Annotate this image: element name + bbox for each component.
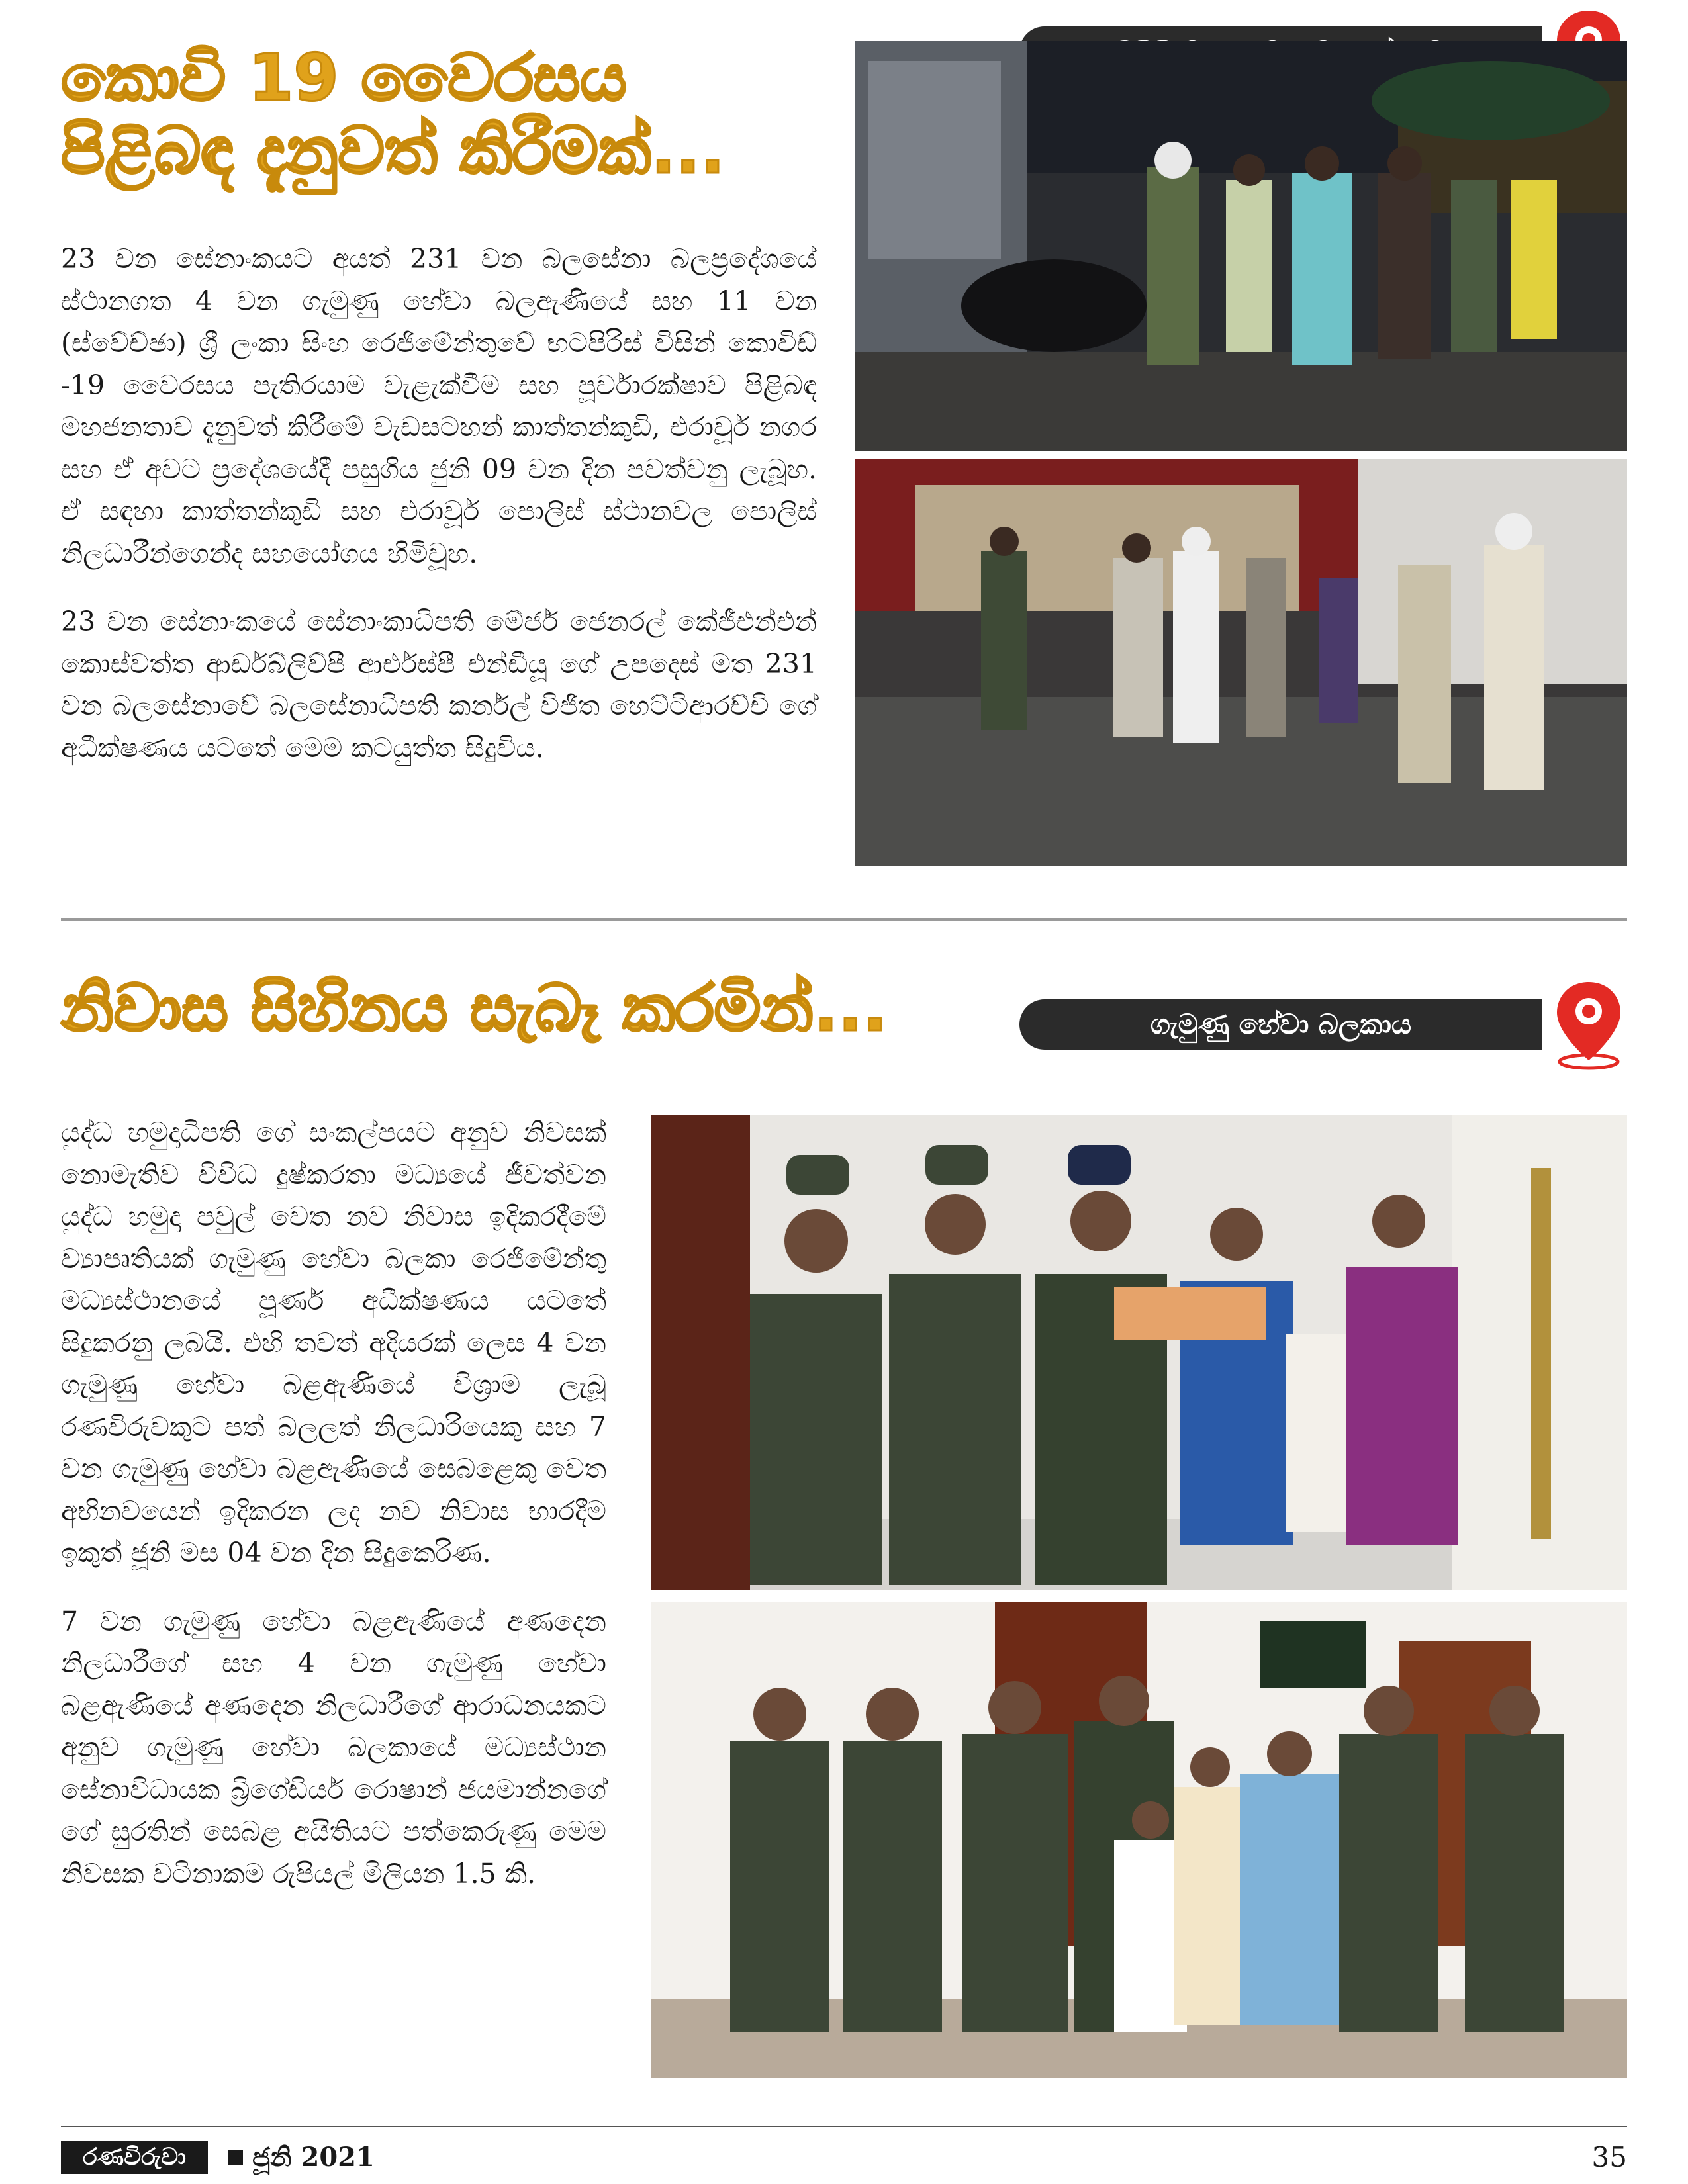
footer-divider [61,2126,1627,2127]
article1-paragraph-2: 23 වන සේනාංකයේ සේනාංකාධිපති මේජර් ජෙනරල් කේජීඑන්එන් කොස්වත්ත ආර්ඩබ්ලිව්පී ආර්එස්පී එන්ඩීයූ ගේ උපදෙස් මත 231 වන බලසේනාවේ බලසේනාධිපති කර්නල් විජිත හෙට්ටිආරච්චි ගේ අධීක්ෂණය යටතේ මෙම කටයුත්ත සිදුවිය. [61,606,817,764]
article2-body [61,1112,606,1921]
square-bullet-icon [228,2150,243,2165]
shop-awareness-photo [855,459,1627,866]
article2-paragraph-2: 7 වන ගැමුණු හේවා බළඇණියේ අණදෙන නිලධාරීගේ සහ 4 වන ගැමුණු හේවා බළඇණියේ අණදෙන නිලධාරීගේ ආරාධනයකට අනුව ගැමුණු හේවා බලකායේ මධ්‍යස්ථාන සේනාවිධායක බ්‍රිගේඩියර් රොෂාන් ජයමාන්නගේ ගේ සුරතින් සෙබළ අයිතියට පත්කෙරුණු මෙම නිවසක වටිනාකම රුපියල් මිලියන 1.5 කි. [61,1605,606,1889]
issue-date-text: ජූනි 2021 [252,2142,375,2173]
section-divider [61,918,1627,921]
street-patrol-photo [855,41,1627,451]
article1-headline-line1: කොවි 19 වෛරසය [61,40,627,116]
article1-paragraph-1: 23 වන සේනාංකයට අයත් 231 වන බලසේනා බලප්‍රදේශයේ ස්ථානගත 4 වන ගැමුණු හේවා බලඇණියේ සහ 11 වන (ස්වේච්ඡා) ශ්‍රී ලංකා සිංහ රෙජිමේන්තුවේ භටපිරිස් විසින් කොවිඩ් -19 වෛරසය පැතිරයාම වැළැක්වීම සහ පූර්වාරක්ෂාව පිළිබඳ මහජනතාව දැනුවත් කිරීමේ වැඩසටහන් කාත්තන්කුඩි, එරාවූර් නගර සහ ඒ අවට ප්‍රදේශයේදී පසුගිය ජුනි 09 වන දින පවත්වනු ලැබූහ. ඒ සඳහා කාත්තන්කුඩි සහ එරාවූර් පොලිස් ස්ථානවල පොලිස් නිලධාරීන්ගෙන්ද සහයෝගය හිමිවූහ. [61,243,817,569]
gift-handover-photo [651,1115,1627,1590]
article1-body [61,238,817,796]
article2-headline: නිවාස සිහිනය සැබෑ කරමින්... [61,971,888,1046]
location-pin-icon [1549,978,1628,1071]
page-number: 35 [1591,2141,1627,2173]
article1-headline-line2: පිළිබඳ දැනුවත් කිරීමක්... [61,113,726,189]
issue-date [228,2139,375,2176]
article1-headline [61,42,822,188]
group-house-handover-photo [651,1602,1627,2078]
article2-paragraph-1: යුද්ධ හමුදාධිපති ගේ සංකල්පයට අනුව නිවසක් නොමැතිව විවිධ දුෂ්කරතා මධ්‍යයේ ජීවත්වන යුද්ධ හමුදා පවුල් වෙත නව නිවාස ඉදිකරදීමේ ව්‍යාපෘතියක් ගැමුණු හේවා බලකා රෙජිමේන්තු මධ්‍යස්ථානයේ පූර්ණ අධීක්ෂණය යටතේ සිදුකරනු ලබයි. එහි තවත් අදියරක් ලෙස 4 වන ගැමුණු හේවා බළඇණියේ විශ්‍රාම ලැබූ රණවිරුවකුට පත් බලලත් නිලධාරියෙකු සහ 7 වන ගැමුණු හේවා බළඇණියේ සෙබළෙකු වෙත අභිනවයෙන් ඉදිකරන ලද නව නිවාස භාරදීම ඉකුත් ජූනි මස 04 වන දින සිදුකෙරිණ. [61,1116,606,1569]
magazine-logo: රණවිරුවා [61,2141,208,2174]
article2-location-tag: ගැමුණු හේවා බලකාය [1019,999,1542,1050]
